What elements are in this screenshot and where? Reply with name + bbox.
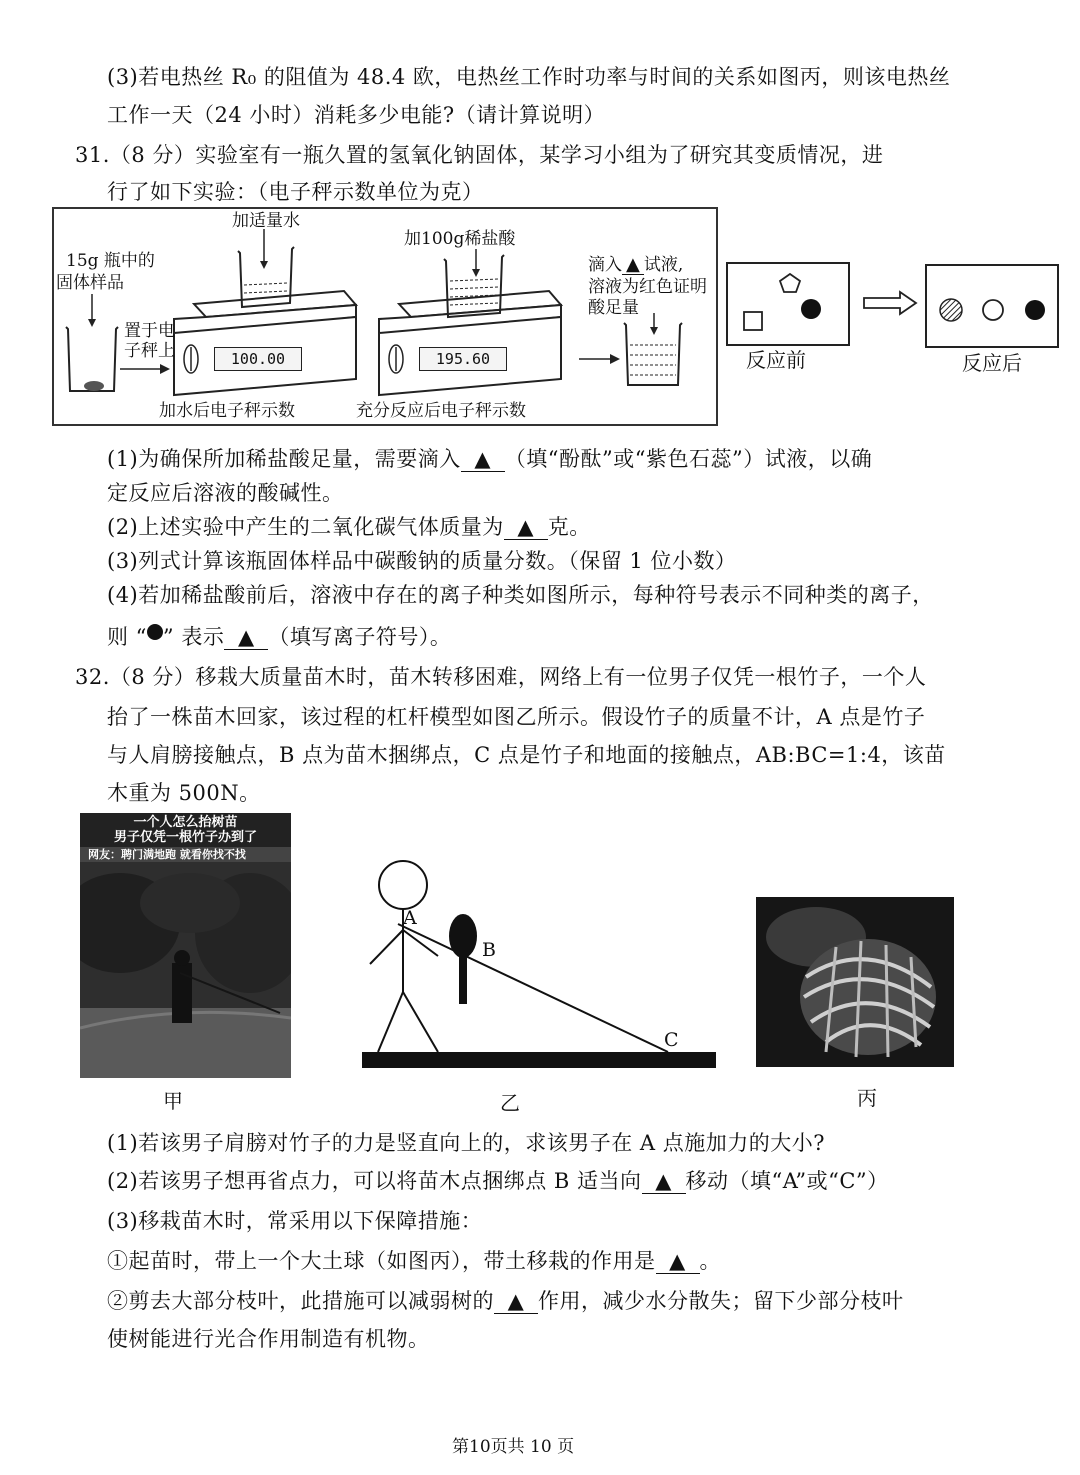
q31-stem-line1: 31.（8 分）实验室有一瓶久置的氢氧化钠固体，某学习小组为了研究其变质情况，进 — [75, 143, 884, 167]
place-label-1: 置于电 — [124, 321, 175, 341]
place-label-2: 子秤上 — [124, 341, 175, 361]
answer-blank[interactable]: ▲ — [224, 625, 268, 650]
scale1-reading: 100.00 — [214, 347, 302, 371]
drip-label-4: 酸足量 — [588, 298, 639, 318]
point-b-label: B — [482, 939, 496, 961]
photo-caption-banner — [80, 813, 291, 862]
q32-part3-item2 — [107, 1286, 904, 1316]
point-c-label: C — [664, 1029, 679, 1051]
photo-caption-3: 网友：聘门满地跑 就看你找不找 — [80, 847, 291, 862]
point-a-label: A — [403, 907, 417, 929]
q31-part1-line2: 定反应后溶液的酸碱性。 — [107, 481, 344, 505]
q32-part3: (3)移栽苗木时，常采用以下保障措施： — [107, 1209, 483, 1233]
page-footer: 第10页共 10 页 — [452, 1437, 575, 1457]
q32-part2 — [107, 1166, 889, 1196]
fig-bing-caption: 丙 — [857, 1086, 877, 1110]
q32-part3-item2-line2: 使树能进行光合作用制造有机物。 — [107, 1327, 430, 1351]
photo-caption-1: 一个人怎么抬树苗 — [133, 815, 238, 830]
q31-p4-text-c: （填写离子符号）。 — [268, 625, 452, 649]
q32-p3-2-text-b: 作用，减少水分散失；留下少部分枝叶 — [538, 1289, 904, 1313]
q32-p3-1-text-a: ①起苗时，带上一个大土球（如图丙），带土移栽的作用是 — [107, 1249, 656, 1273]
drip-label-3: 溶液为红色证明 — [588, 277, 707, 297]
root-ball-image — [756, 897, 954, 1067]
q32-p3-2-text-a: ②剪去大部分枝叶，此措施可以减弱树的 — [107, 1289, 494, 1313]
q32-p2-text-a: (2)若该男子想再省点力，可以将苗木点捆绑点 B 适当向 — [107, 1169, 642, 1193]
photo-caption-2: 男子仅凭一根竹子办到了 — [113, 830, 257, 845]
add-acid-label: 加100g稀盐酸 — [404, 229, 516, 249]
photo-bing — [756, 897, 954, 1067]
scale1-caption: 加水后电子秤示数 — [159, 401, 295, 421]
q32-part1: (1)若该男子肩膀对竹子的力是竖直向上的，求该男子在 A 点施加力的大小? — [107, 1131, 826, 1155]
fig-jia-caption: 甲 — [163, 1089, 183, 1113]
ions-after-box — [925, 264, 1059, 348]
q32-part3-item1 — [107, 1246, 721, 1276]
q31-p4-text-b: ” 表示 — [162, 625, 225, 649]
q31-stem-line2: 行了如下实验：（电子秤示数单位为克） — [107, 180, 484, 204]
q31-part4-line2 — [107, 622, 451, 652]
ions-after-caption: 反应后 — [962, 351, 1022, 375]
drip-text-b: 试液, — [643, 255, 684, 275]
ions-before-caption: 反应前 — [746, 348, 806, 372]
q32-p3-1-text-b: 。 — [699, 1249, 721, 1273]
answer-blank[interactable]: ▲ — [642, 1169, 686, 1194]
ions-before-box — [726, 262, 850, 346]
answer-blank[interactable]: ▲ — [494, 1289, 538, 1314]
ions-before-symbols — [728, 264, 848, 344]
q31-p1-text-a: (1)为确保所加稀盐酸足量，需要滴入 — [107, 447, 461, 471]
q31-part4-line1: (4)若加稀盐酸前后，溶液中存在的离子种类如图所示，每种符号表示不同种类的离子， — [107, 583, 934, 607]
q30-part3-line2: 工作一天（24 小时）消耗多少电能?（请计算说明） — [107, 103, 606, 127]
answer-blank[interactable]: ▲ — [504, 515, 548, 540]
q32-p2-text-b: 移动（填“A”或“C”） — [685, 1169, 889, 1193]
q31-experiment-figure — [52, 207, 718, 426]
fig-yi-caption: 乙 — [500, 1091, 520, 1115]
q31-part1-line1 — [107, 444, 872, 474]
q30-part3-line1: (3)若电热丝 R₀ 的阻值为 48.4 欧，电热丝工作时功率与时间的关系如图丙，则该电热丝 — [107, 65, 951, 89]
q32-stem-line4: 木重为 500N。 — [107, 781, 261, 805]
answer-blank[interactable]: ▲ — [656, 1249, 700, 1274]
sample-label-2: 固体样品 — [56, 273, 124, 293]
add-water-label: 加适量水 — [232, 211, 300, 231]
drip-label-1 — [588, 255, 683, 275]
scale2-caption: 充分反应后电子秤示数 — [356, 401, 526, 421]
right-arrow-icon — [862, 290, 918, 316]
q32-stem-line1: 32.（8 分）移栽大质量苗木时，苗木转移困难，网络上有一位男子仅凭一根竹子，一个人 — [75, 665, 927, 689]
answer-blank[interactable]: ▲ — [461, 447, 505, 472]
sample-label-1: 15g 瓶中的 — [66, 251, 155, 271]
q32-stem-line2: 抬了一株苗木回家，该过程的杠杆模型如图乙所示。假设竹子的质量不计，A 点是竹子 — [107, 705, 926, 729]
q31-p1-text-b: （填“酚酞”或“紫色石蕊”）试液，以确 — [504, 447, 873, 471]
q32-stem-line3: 与人肩膀接触点，B 点为苗木捆绑点，C 点是竹子和地面的接触点，AB:BC=1:4，该苗 — [107, 743, 946, 767]
q31-part2 — [107, 512, 591, 542]
scale2-reading: 195.60 — [419, 347, 507, 371]
drip-blank: ▲ — [622, 256, 644, 275]
q31-part3: (3)列式计算该瓶固体样品中碳酸钠的质量分数。（保留 1 位小数） — [107, 549, 737, 573]
q31-p2-text-a: (2)上述实验中产生的二氧化碳气体质量为 — [107, 515, 504, 539]
q31-p2-text-b: 克。 — [547, 515, 591, 539]
drip-text-a: 滴入 — [588, 255, 622, 275]
filled-circle-icon — [147, 624, 163, 640]
ions-after-symbols — [927, 266, 1057, 346]
photo-jia — [80, 813, 291, 1078]
q31-p4-text-a: 则 “ — [107, 625, 147, 649]
